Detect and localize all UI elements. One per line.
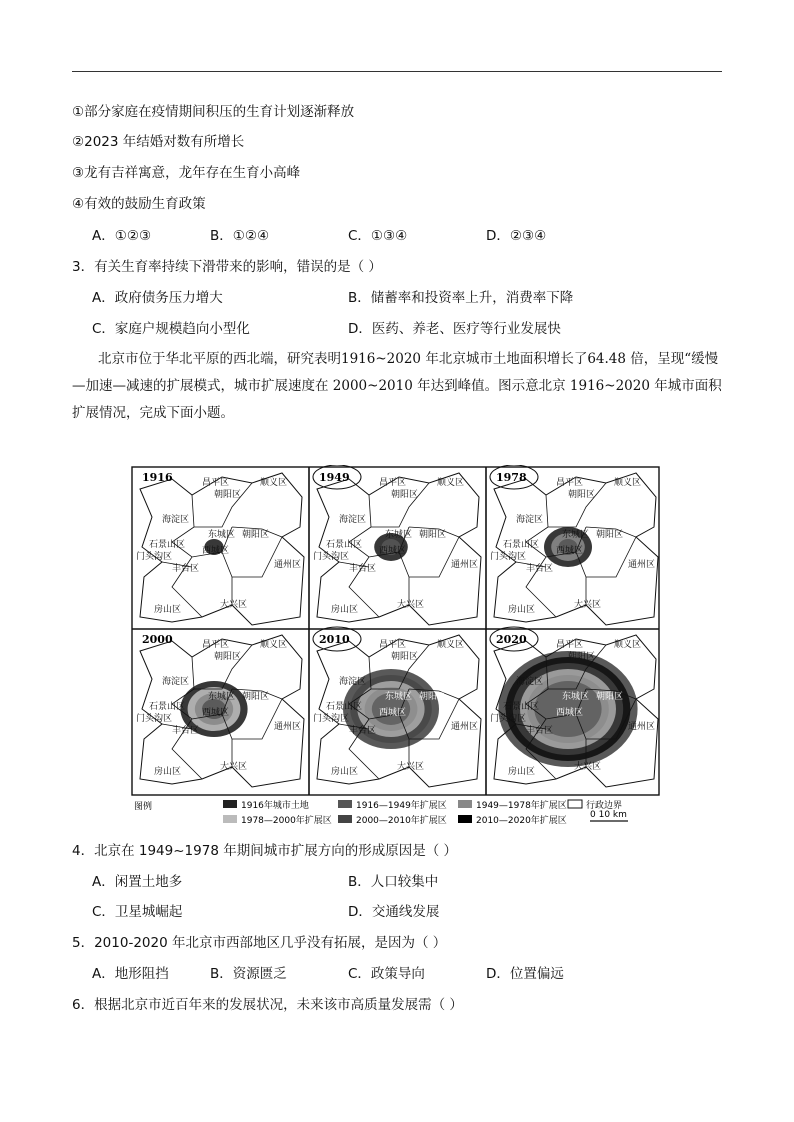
- q3-choice-c: C．家庭户规模趋向小型化: [92, 321, 250, 337]
- district-label-haidian: 海淀区: [339, 515, 367, 525]
- district-label-fengtai: 丰台区: [526, 726, 554, 736]
- district-label-xicheng: 西城区: [202, 708, 230, 718]
- q2-choice-a: A．①②③: [92, 228, 152, 244]
- legend-2000-2010: 2000—2010年扩展区: [356, 816, 447, 826]
- legend-swatch-1916: [223, 800, 237, 808]
- q4-choice-c: C．卫星城崛起: [92, 904, 183, 920]
- district-label-xicheng: 西城区: [202, 546, 230, 556]
- legend-1916: 1916年城市土地: [241, 801, 309, 811]
- panel-year: 2010: [319, 633, 350, 646]
- district-label-chaoyang: 朝阳区: [568, 490, 596, 500]
- panel-year: 2020: [496, 633, 527, 646]
- district-label-mentougou: 门头沟区: [136, 714, 173, 724]
- q5-choice-a: A．地形阻挡: [92, 966, 169, 982]
- district-label-mentougou: 门头沟区: [313, 552, 350, 562]
- district-label-xicheng: 西城区: [556, 708, 584, 718]
- district-label-fengtai: 丰台区: [349, 726, 377, 736]
- district-label-fengtai: 丰台区: [172, 564, 200, 574]
- district-label-shijingshan: 石景山区: [326, 702, 363, 712]
- q3-choice-a: A．政府债务压力增大: [92, 290, 223, 306]
- district-label-dongcheng: 东城区: [385, 692, 413, 702]
- district-label-tongzhou: 通州区: [274, 560, 302, 570]
- district-label-fengtai: 丰台区: [172, 726, 200, 736]
- panel-year: 1978: [496, 471, 527, 484]
- district-label-daxing: 大兴区: [220, 762, 248, 772]
- statement-3: ③龙有吉祥寓意，龙年存在生育小高峰: [72, 165, 301, 181]
- district-label-chaoyang: 朝阳区: [242, 530, 270, 540]
- panel-year: 1916: [142, 471, 173, 484]
- district-label-dongcheng: 东城区: [562, 692, 590, 702]
- panel-year: 2000: [142, 633, 173, 646]
- district-label-changping: 昌平区: [556, 640, 584, 650]
- beijing-expansion-figure: [128, 465, 664, 830]
- district-label-xicheng: 西城区: [556, 546, 584, 556]
- district-label-chaoyang: 朝阳区: [596, 692, 624, 702]
- district-label-chaoyang: 朝阳区: [214, 490, 242, 500]
- legend-swatch-1916-1949: [338, 800, 352, 808]
- district-label-fangshan: 房山区: [508, 605, 536, 615]
- district-label-dongcheng: 东城区: [208, 530, 236, 540]
- district-label-shijingshan: 石景山区: [326, 540, 363, 550]
- district-label-chaoyang: 朝阳区: [568, 652, 596, 662]
- district-label-changping: 昌平区: [202, 640, 230, 650]
- district-label-mentougou: 门头沟区: [313, 714, 350, 724]
- district-label-fangshan: 房山区: [154, 605, 182, 615]
- district-label-dongcheng: 东城区: [562, 530, 590, 540]
- panel-year: 1949: [319, 471, 350, 484]
- district-label-changping: 昌平区: [379, 478, 407, 488]
- district-label-haidian: 海淀区: [339, 677, 367, 687]
- district-label-shunyi: 顺义区: [437, 640, 465, 650]
- q3-stem: 3．有关生育率持续下滑带来的影响，错误的是（ ）: [72, 259, 382, 275]
- legend-title: 图例: [134, 802, 153, 812]
- legend-1949-1978: 1949—1978年扩展区: [476, 801, 567, 811]
- statement-2: ②2023 年结婚对数有所增长: [72, 134, 245, 150]
- district-label-fengtai: 丰台区: [349, 564, 377, 574]
- district-label-tongzhou: 通州区: [628, 722, 656, 732]
- district-label-fangshan: 房山区: [508, 767, 536, 777]
- district-label-shunyi: 顺义区: [260, 478, 288, 488]
- header-rule: [72, 71, 722, 72]
- q3-choice-b: B．储蓄率和投资率上升，消费率下降: [348, 290, 574, 306]
- district-label-fangshan: 房山区: [331, 605, 359, 615]
- district-label-mentougou: 门头沟区: [136, 552, 173, 562]
- district-label-changping: 昌平区: [556, 478, 584, 488]
- district-label-daxing: 大兴区: [397, 600, 425, 610]
- district-label-fangshan: 房山区: [331, 767, 359, 777]
- district-label-changping: 昌平区: [202, 478, 230, 488]
- legend-swatch-2000-2010: [338, 815, 352, 823]
- legend-swatch-boundary: [568, 800, 582, 808]
- district-label-chaoyang: 朝阳区: [391, 490, 419, 500]
- map-legend: [134, 799, 628, 826]
- district-label-xicheng: 西城区: [379, 546, 407, 556]
- q2-choice-c: C．①③④: [348, 228, 408, 244]
- district-label-dongcheng: 东城区: [385, 530, 413, 540]
- q5-choice-c: C．政策导向: [348, 966, 425, 982]
- district-label-shijingshan: 石景山区: [149, 702, 186, 712]
- district-label-changping: 昌平区: [379, 640, 407, 650]
- q4-stem: 4．北京在 1949~1978 年期间城市扩展方向的形成原因是（ ）: [72, 843, 457, 859]
- district-label-haidian: 海淀区: [516, 515, 544, 525]
- district-label-chaoyang: 朝阳区: [419, 692, 447, 702]
- district-label-daxing: 大兴区: [397, 762, 425, 772]
- q2-choice-d: D．②③④: [486, 228, 547, 244]
- district-label-daxing: 大兴区: [574, 600, 602, 610]
- legend-swatch-1978-2000: [223, 815, 237, 823]
- legend-1978-2000: 1978—2000年扩展区: [241, 816, 332, 826]
- district-label-chaoyang: 朝阳区: [214, 652, 242, 662]
- district-label-tongzhou: 通州区: [274, 722, 302, 732]
- district-label-shunyi: 顺义区: [614, 478, 642, 488]
- q4-choice-d: D．交通线发展: [348, 904, 440, 920]
- district-label-shijingshan: 石景山区: [149, 540, 186, 550]
- q5-choice-b: B．资源匮乏: [210, 966, 287, 982]
- reading-passage: 北京市位于华北平原的西北端，研究表明1916~2020 年北京城市土地面积增长了64.48 倍，呈现“缓慢—加速—减速的扩展模式，城市扩展速度在 2000~2010 年达到峰值。图示意北京 1916~2020 年城市面积扩展情况，完成下面小题。: [72, 351, 722, 421]
- legend-boundary: 行政边界: [586, 801, 623, 811]
- statement-4: ④有效的鼓励生育政策: [72, 196, 206, 212]
- q2-choice-b: B．①②④: [210, 228, 270, 244]
- q4-choice-b: B．人口较集中: [348, 874, 439, 890]
- district-label-dongcheng: 东城区: [208, 692, 236, 702]
- district-label-tongzhou: 通州区: [451, 722, 479, 732]
- district-label-shijingshan: 石景山区: [503, 540, 540, 550]
- district-label-chaoyang: 朝阳区: [596, 530, 624, 540]
- legend-1916-1949: 1916—1949年扩展区: [356, 801, 447, 811]
- district-label-shunyi: 顺义区: [437, 478, 465, 488]
- q3-choice-d: D．医药、养老、医疗等行业发展快: [348, 321, 561, 337]
- q5-stem: 5．2010-2020 年北京市西部地区几乎没有拓展，是因为（ ）: [72, 935, 447, 951]
- district-label-tongzhou: 通州区: [451, 560, 479, 570]
- legend-2010-2020: 2010—2020年扩展区: [476, 816, 567, 826]
- district-label-haidian: 海淀区: [162, 677, 190, 687]
- district-label-shunyi: 顺义区: [260, 640, 288, 650]
- district-label-fangshan: 房山区: [154, 767, 182, 777]
- q5-choice-d: D．位置偏远: [486, 966, 564, 982]
- statement-1: ①部分家庭在疫情期间积压的生育计划逐渐释放: [72, 104, 355, 120]
- district-label-mentougou: 门头沟区: [490, 552, 527, 562]
- district-label-daxing: 大兴区: [574, 762, 602, 772]
- district-label-shijingshan: 石景山区: [503, 702, 540, 712]
- district-label-haidian: 海淀区: [162, 515, 190, 525]
- district-label-fengtai: 丰台区: [526, 564, 554, 574]
- q4-choice-a: A．闲置土地多: [92, 874, 183, 890]
- district-label-chaoyang: 朝阳区: [242, 692, 270, 702]
- district-label-xicheng: 西城区: [379, 708, 407, 718]
- district-label-mentougou: 门头沟区: [490, 714, 527, 724]
- district-label-haidian: 海淀区: [516, 677, 544, 687]
- legend-swatch-2010-2020: [458, 815, 472, 823]
- district-label-chaoyang: 朝阳区: [391, 652, 419, 662]
- district-label-shunyi: 顺义区: [614, 640, 642, 650]
- scale-label: 0 10 km: [590, 810, 627, 820]
- district-label-chaoyang: 朝阳区: [419, 530, 447, 540]
- legend-swatch-1949-1978: [458, 800, 472, 808]
- district-label-tongzhou: 通州区: [628, 560, 656, 570]
- q6-stem: 6．根据北京市近百年来的发展状况，未来该市高质量发展需（ ）: [72, 997, 463, 1013]
- district-label-daxing: 大兴区: [220, 600, 248, 610]
